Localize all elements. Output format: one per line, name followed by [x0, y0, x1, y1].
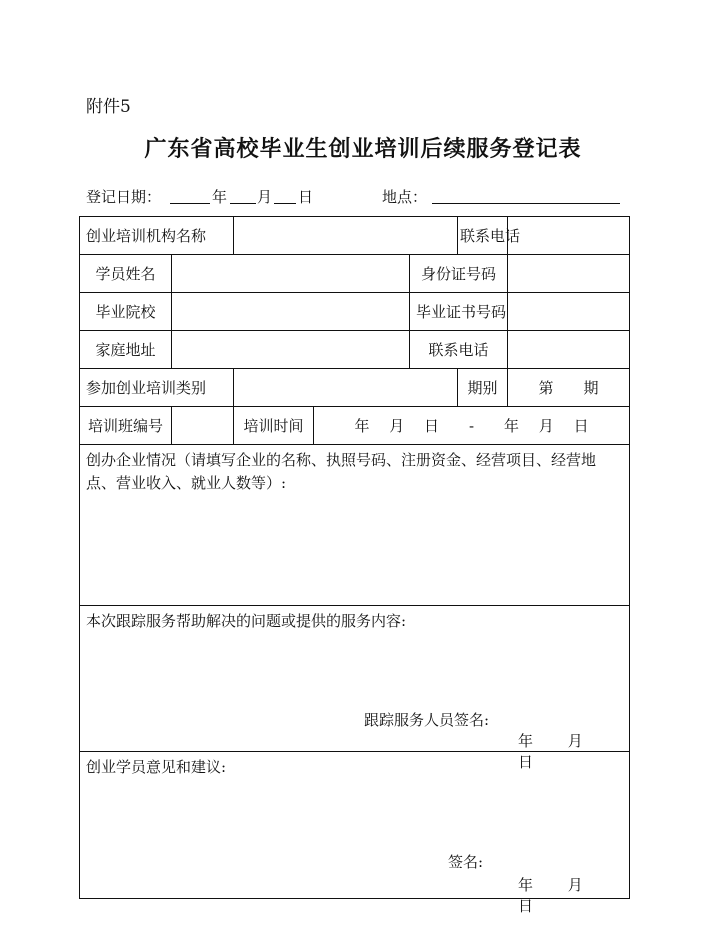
student-phone-label: 联系电话: [410, 331, 508, 369]
certificate-number-field[interactable]: [508, 293, 630, 331]
school-label: 毕业院校: [80, 293, 172, 331]
period-label: 期别: [458, 369, 508, 407]
service-staff-signature-label: 跟踪服务人员签名:: [364, 711, 490, 729]
student-phone-field[interactable]: [508, 331, 630, 369]
date-year-field[interactable]: [170, 203, 210, 204]
org-name-label: 创业培训机构名称: [80, 217, 234, 255]
date-day-field[interactable]: [274, 203, 296, 204]
org-phone-label: 联系电话: [458, 217, 508, 255]
location-label: 地点：: [382, 188, 428, 206]
student-name-field[interactable]: [172, 255, 410, 293]
date-month-unit: 月: [257, 188, 273, 206]
business-section[interactable]: [80, 445, 630, 606]
form-title: 广东省高校毕业生创业培训后续服务登记表: [144, 136, 582, 162]
registration-form-table: [79, 216, 630, 915]
school-field[interactable]: [172, 293, 410, 331]
certificate-number-label: 毕业证书号码: [410, 293, 508, 331]
home-address-label: 家庭地址: [80, 331, 172, 369]
attachment-label: 附件5: [86, 97, 131, 117]
training-type-field[interactable]: [234, 369, 458, 407]
training-time-label: 培训时间: [234, 407, 314, 445]
training-time-field[interactable]: 年 月 日 - 年 月 日: [314, 407, 630, 445]
location-field[interactable]: [432, 203, 620, 204]
home-address-field[interactable]: [172, 331, 410, 369]
feedback-section[interactable]: [80, 752, 630, 915]
student-name-label: 学员姓名: [80, 255, 172, 293]
org-phone-field[interactable]: [508, 217, 630, 255]
feedback-date[interactable]: 年 月 日: [518, 876, 618, 915]
service-section-label: 本次跟踪服务帮助解决的问题或提供的服务内容:: [86, 612, 407, 630]
id-number-field[interactable]: [508, 255, 630, 293]
student-signature-label: 签名:: [448, 853, 484, 871]
date-day-unit: 日: [298, 188, 314, 206]
date-month-field[interactable]: [230, 203, 256, 204]
period-field[interactable]: 第 期: [508, 369, 630, 407]
id-number-label: 身份证号码: [410, 255, 508, 293]
training-type-label: 参加创业培训类别: [80, 369, 234, 407]
date-label: 登记日期：: [86, 188, 162, 206]
class-number-label: 培训班编号: [80, 407, 172, 445]
business-section-label: 创办企业情况（请填写企业的名称、执照号码、注册资金、经营项目、经营地点、营业收入、就业人数等）:: [86, 451, 597, 492]
date-year-unit: 年: [212, 188, 228, 206]
feedback-section-label: 创业学员意见和建议:: [86, 758, 227, 776]
service-date[interactable]: 年 月 日: [518, 732, 618, 771]
org-name-field[interactable]: [234, 217, 458, 255]
class-number-field[interactable]: [172, 407, 234, 445]
